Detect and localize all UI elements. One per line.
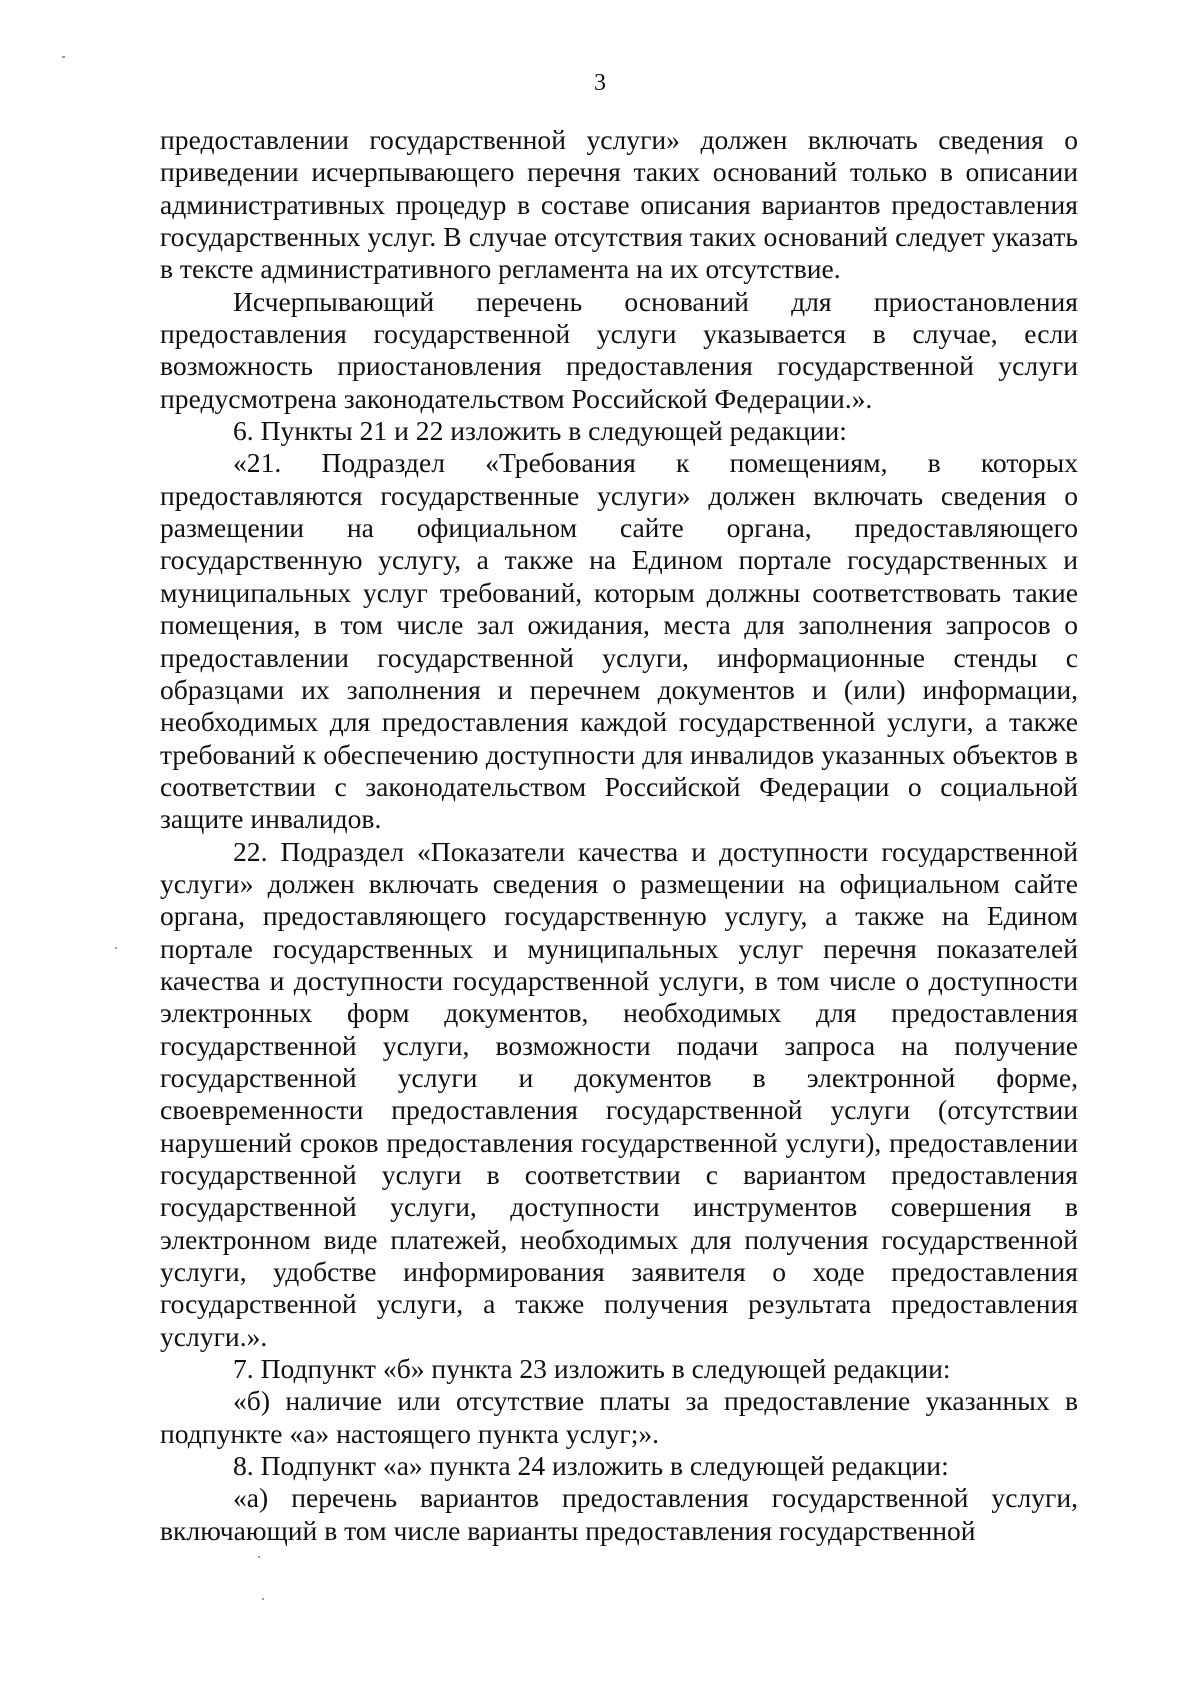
page-number: 3 [594, 70, 606, 96]
paragraph-continuation: предоставлении государственной услуги» должен включать сведения о приведении исчерпывающего перечня таких оснований только в описании административных процедур в составе описания вариантов предоставления государственных услуг. В случае отсутствия таких оснований следует указать в тексте административного регламента на их отсутствие. [160, 124, 1078, 285]
paragraph-suspension-grounds: Исчерпывающий перечень оснований для приостановления предоставления государственной услуги указывается в случае, если возможность приостановления предоставления государственной услуги предусмотрена законодательством Российской Федерации.». [160, 285, 1078, 414]
document-body [160, 124, 1078, 1547]
scan-speck [262, 1598, 264, 1600]
scan-speck [62, 56, 65, 58]
paragraph-subitem-a: «а) перечень вариантов предоставления государственной услуги, включающий в том числе варианты предоставления государственной [160, 1482, 1078, 1546]
paragraph-subitem-b: «б) наличие или отсутствие платы за предоставление указанных в подпункте «а» настоящего пункта услуг;». [160, 1385, 1078, 1449]
paragraph-item-6: 6. Пункты 21 и 22 изложить в следующей редакции: [233, 415, 847, 447]
scan-speck [115, 947, 117, 949]
scan-speck [258, 1556, 260, 1558]
paragraph-item-21: «21. Подраздел «Требования к помещениям, в которых предоставляются государственные услуги» должен включать сведения о размещении на официальном сайте органа, предоставляющего государственную услугу, а также на Едином портале государственных и муниципальных услуг требований, которым должны соответствовать такие помещения, в том числе зал ожидания, места для заполнения запросов о предоставлении государственной услуги, информационные стенды с образцами их заполнения и перечнем документов и (или) информации, необходимых для предоставления каждой государственной услуги, а также требований к обеспечению доступности для инвалидов указанных объектов в соответствии с законодательством Российской Федерации о социальной защите инвалидов. [160, 447, 1078, 835]
paragraph-item-7: 7. Подпункт «б» пункта 23 изложить в следующей редакции: [233, 1353, 951, 1385]
paragraph-item-22: 22. Подраздел «Показатели качества и доступности государственной услуги» должен включать сведения о размещении на официальном сайте органа, предоставляющего государственную услугу, а также на Едином портале государственных и муниципальных услуг перечня показателей качества и доступности государственной услуги, в том числе о доступности электронных форм документов, необходимых для предоставления государственной услуги, возможности подачи запроса на получение государственной услуги и документов в электронной форме, своевременности предоставления государственной услуги (отсутствии нарушений сроков предоставления государственной услуги), предоставлении государственной услуги в соответствии с вариантом предоставления государственной услуги, доступности инструментов совершения в электронном виде платежей, необходимых для получения государственной услуги, удобстве информирования заявителя о ходе предоставления государственной услуги, а также получения результата предоставления услуги.». [160, 835, 1078, 1352]
paragraph-item-8: 8. Подпункт «а» пункта 24 изложить в следующей редакции: [233, 1450, 949, 1482]
